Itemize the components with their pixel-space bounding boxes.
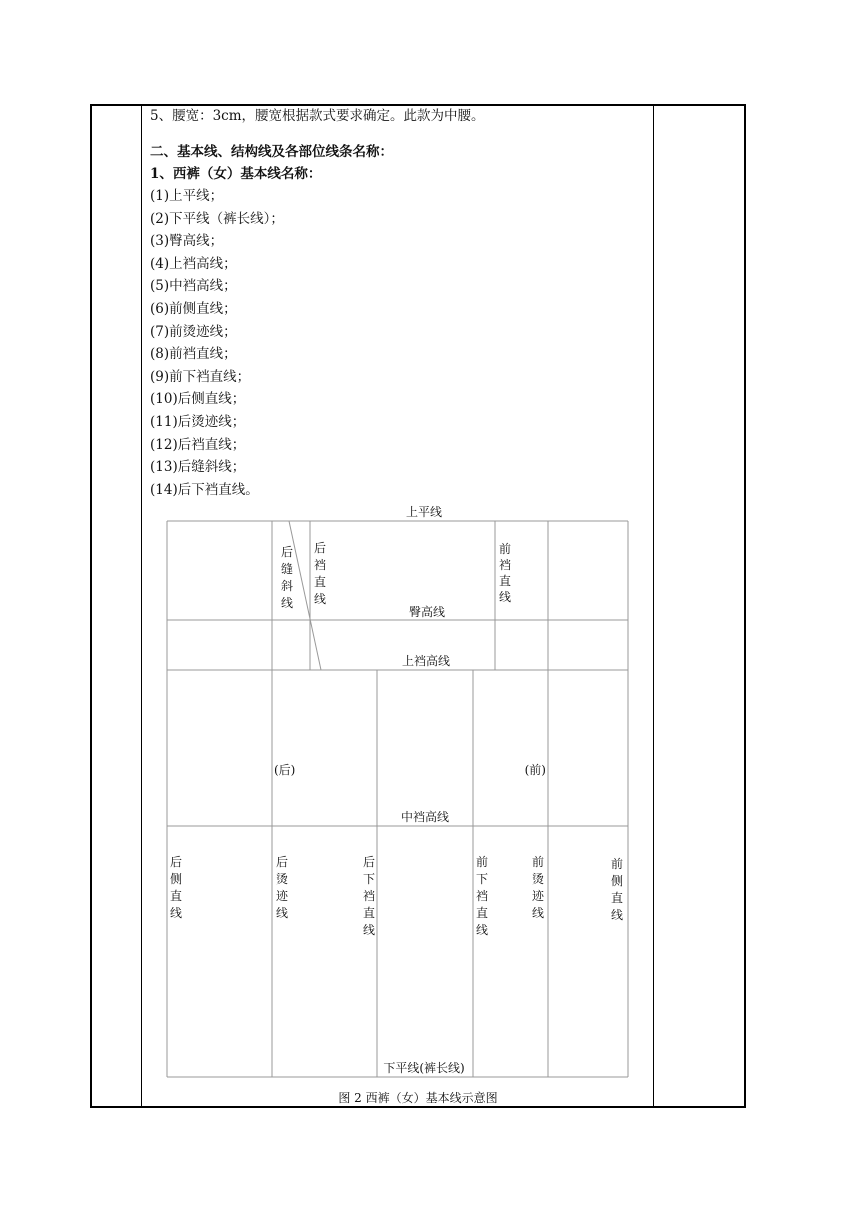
line-name-item: (1)上平线； xyxy=(150,188,224,204)
crotch-line-label: 上裆高线 xyxy=(401,654,451,668)
line-name-item: (4)上裆高线； xyxy=(150,255,237,272)
bottom-line-label: 下平线(裤长线) xyxy=(383,1061,465,1075)
front-inseam-label: 前下裆直线 xyxy=(475,855,489,937)
waist-item: 5、腰宽：3cm，腰宽根据款式要求确定。此款为中腰。 xyxy=(150,108,485,124)
hip-line-label: 臀高线 xyxy=(408,605,446,619)
line-name-item: (13)后缝斜线； xyxy=(150,459,246,476)
line-name-item: (14)后下裆直线。 xyxy=(150,481,259,498)
back-side-label: 后侧直线 xyxy=(169,855,183,920)
back-crease-label: 后烫迹线 xyxy=(275,855,289,920)
front-mark: (前) xyxy=(524,763,546,777)
figure-caption: 图 2 西裤（女）基本线示意图 xyxy=(338,1091,498,1105)
front-crotch-label: 前裆直线 xyxy=(498,542,512,604)
line-name-item: (11)后烫迹线； xyxy=(150,414,246,430)
line-name-item: (7)前烫迹线； xyxy=(150,323,237,340)
line-name-item: (3)臀高线； xyxy=(150,233,224,250)
line-name-item: (9)前下裆直线； xyxy=(150,368,251,385)
line-name-item: (10)后侧直线； xyxy=(150,391,246,408)
back-seam-label: 后缝斜线 xyxy=(280,545,294,610)
line-name-item: (8)前裆直线； xyxy=(150,346,237,363)
line-name-item: (12)后裆直线； xyxy=(150,436,246,453)
line-name-item: (5)中裆高线； xyxy=(150,278,237,295)
top-line-label: 上平线 xyxy=(405,505,443,519)
back-mark: (后) xyxy=(274,763,296,777)
front-side-label: 前侧直线 xyxy=(610,857,624,922)
knee-line-label: 中裆高线 xyxy=(400,810,450,824)
back-inseam-label: 后下裆直线 xyxy=(362,855,376,937)
section-heading: 二、基本线、结构线及各部位线条名称： xyxy=(150,144,393,160)
back-crotch-label: 后裆直线 xyxy=(313,541,327,606)
front-crease-label: 前烫迹线 xyxy=(531,855,545,920)
line-name-item: (2)下平线（裤长线）； xyxy=(150,210,284,227)
line-name-item: (6)前侧直线； xyxy=(150,301,237,317)
sub-heading: 1、西裤（女）基本线名称： xyxy=(150,166,322,182)
